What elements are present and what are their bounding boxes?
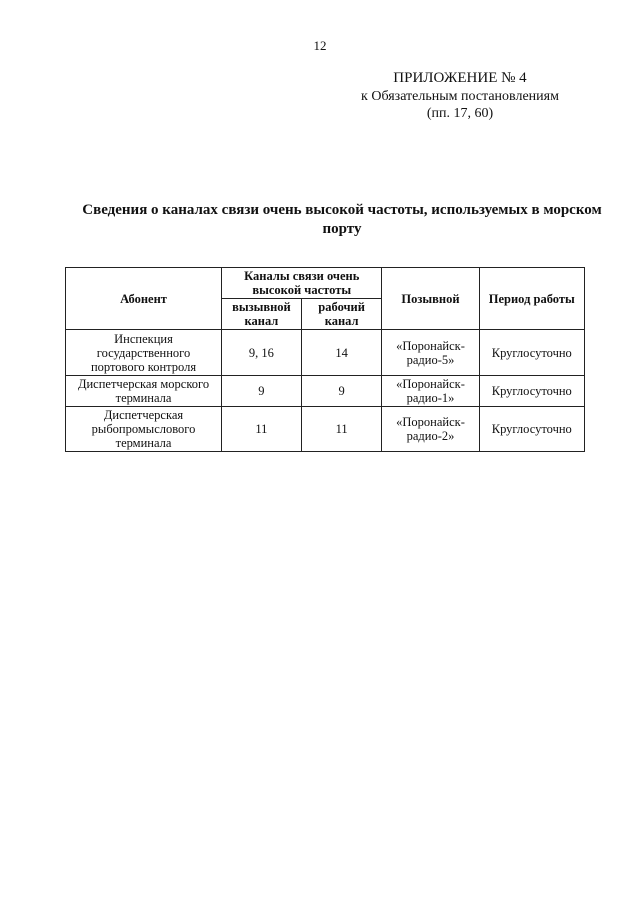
cell-callsign: «Поронайск-радио-2» [382,407,479,452]
page-number: 12 [313,38,327,53]
cell-callsign: «Поронайск-радио-1» [382,376,479,407]
cell-callsign: «Поронайск-радио-5» [382,330,479,376]
header-call-channel: вызывной канал [222,299,302,330]
cell-call-channel: 9 [222,376,302,407]
cell-period: Круглосуточно [479,407,584,452]
cell-subscriber: Диспетчерская рыбопромыслового терминала [66,407,222,452]
appendix-paragraphs: (пп. 17, 60) [426,106,494,121]
document-heading [62,201,622,239]
cell-work-channel: 14 [301,330,382,376]
cell-subscriber: Диспетчерская морского терминала [66,376,222,407]
cell-call-channel: 11 [222,407,302,452]
table-header-row [66,268,585,299]
header-work-channel: рабочий канал [301,299,382,330]
cell-period: Круглосуточно [479,330,584,376]
table-row [66,330,585,376]
cell-work-channel: 11 [301,407,382,452]
table-row [66,407,585,452]
heading-line-1: Сведения о каналах связи очень высокой частоты, используемых в морском [82,202,602,218]
appendix-title: ПРИЛОЖЕНИЕ № 4 [393,70,527,86]
cell-call-channel: 9, 16 [222,330,302,376]
cell-period: Круглосуточно [479,376,584,407]
header-callsign: Позывной [382,268,479,330]
header-channels-group: Каналы связи очень высокой частоты [222,268,382,299]
heading-line-2: порту [322,221,362,237]
table-row [66,376,585,407]
cell-work-channel: 9 [301,376,382,407]
appendix-block [320,70,600,122]
appendix-reference: к Обязательным постановлениям [361,89,559,104]
header-subscriber: Абонент [66,268,222,330]
channels-table [65,267,585,452]
cell-subscriber: Инспекция государственного портового контроля [66,330,222,376]
header-period: Период работы [479,268,584,330]
